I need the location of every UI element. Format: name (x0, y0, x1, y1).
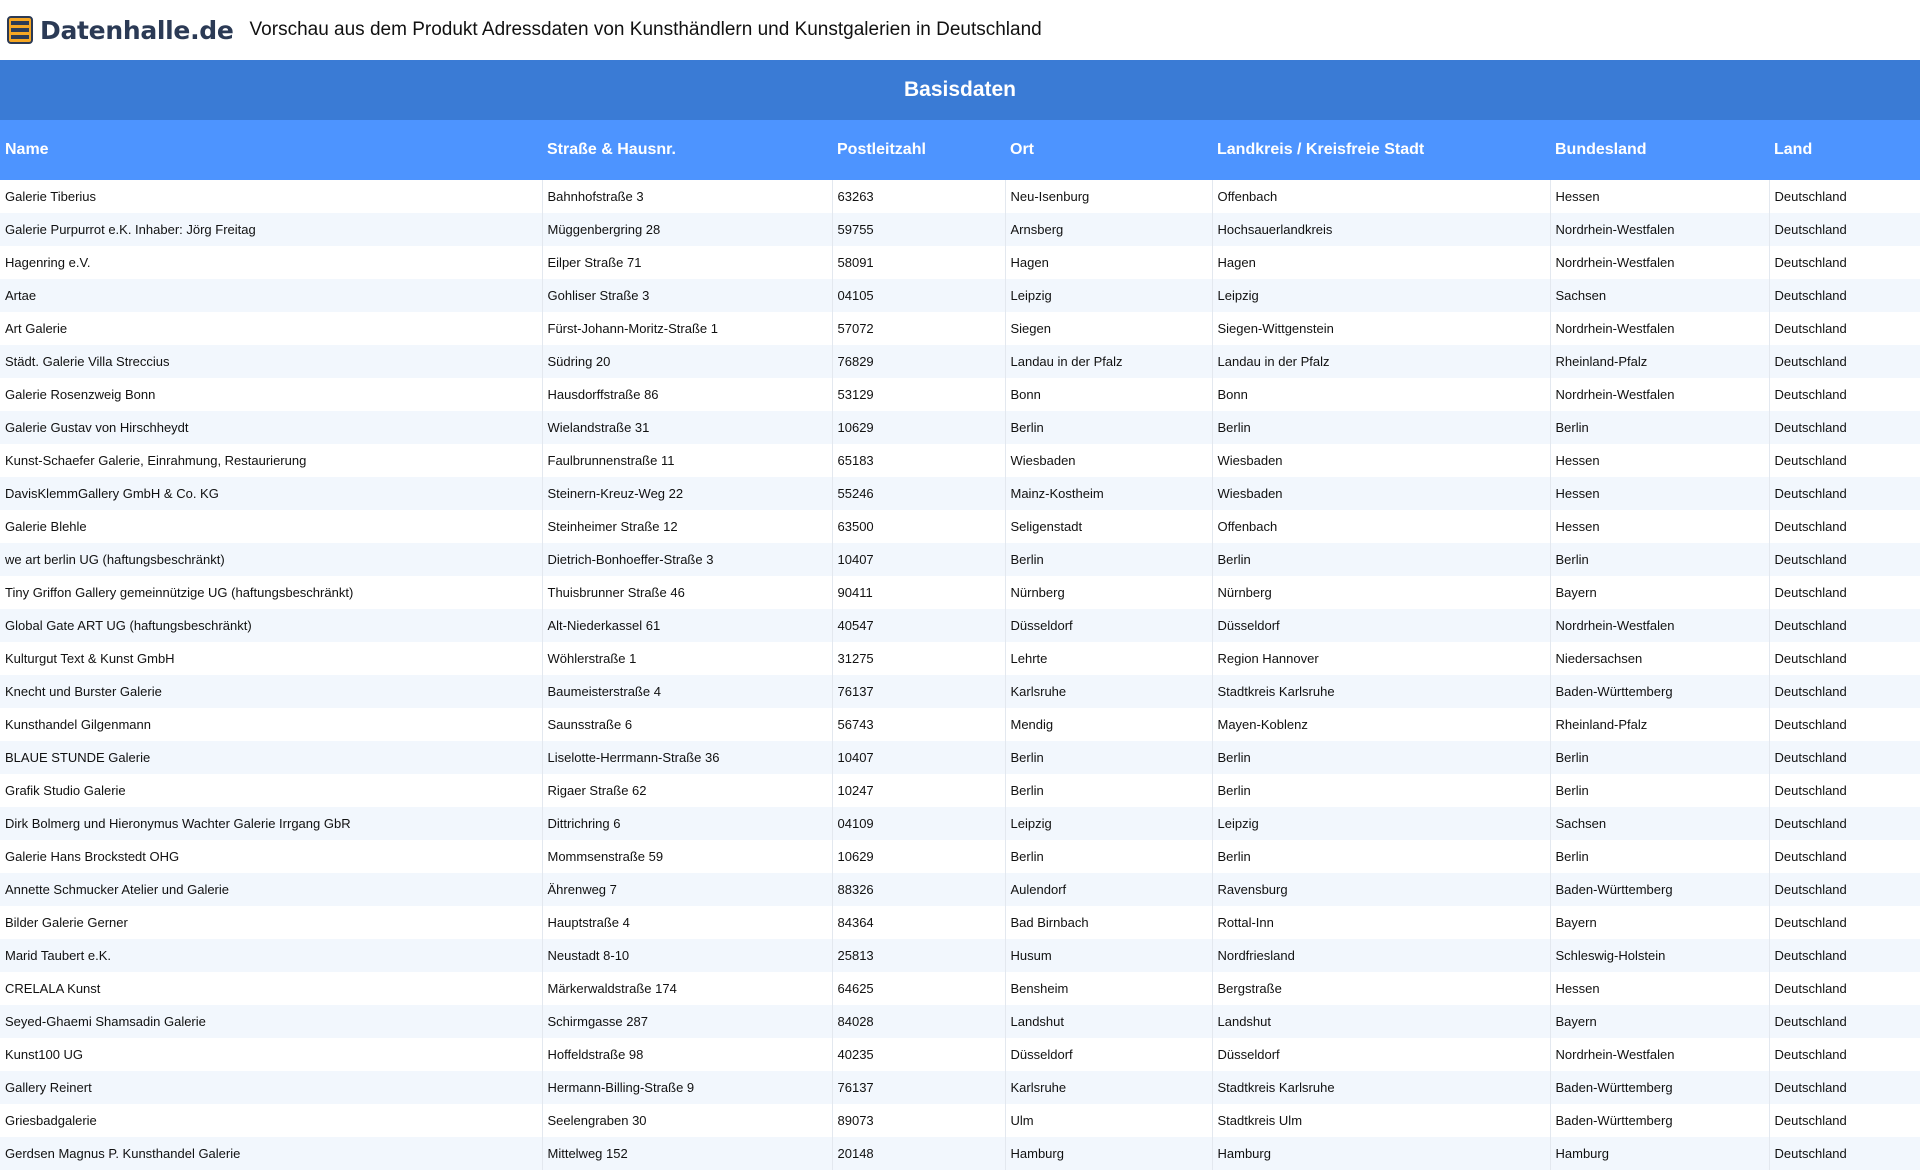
cell-street: Hoffeldstraße 98 (542, 1038, 832, 1071)
logo-text: Datenhalle.de (40, 15, 234, 45)
table-row (0, 642, 1920, 675)
cell-postal-code: 76137 (832, 675, 1005, 708)
cell-name: Artae (0, 279, 542, 312)
cell-district: Berlin (1212, 840, 1550, 873)
cell-state: Hessen (1550, 180, 1769, 213)
cell-name: Galerie Purpurrot e.K. Inhaber: Jörg Freitag (0, 213, 542, 246)
cell-city: Mendig (1005, 708, 1212, 741)
cell-name: Seyed-Ghaemi Shamsadin Galerie (0, 1005, 542, 1038)
cell-state: Nordrhein-Westfalen (1550, 378, 1769, 411)
cell-district: Berlin (1212, 774, 1550, 807)
cell-street: Thuisbrunner Straße 46 (542, 576, 832, 609)
cell-street: Mittelweg 152 (542, 1137, 832, 1170)
column-header-district: Landkreis / Kreisfreie Stadt (1212, 120, 1550, 180)
cell-state: Sachsen (1550, 279, 1769, 312)
cell-street: Südring 20 (542, 345, 832, 378)
cell-street: Hermann-Billing-Straße 9 (542, 1071, 832, 1104)
cell-street: Dietrich-Bonhoeffer-Straße 3 (542, 543, 832, 576)
cell-country: Deutschland (1774, 1047, 1847, 1062)
cell-postal-code: 76137 (832, 1071, 1005, 1104)
cell-state: Hamburg (1550, 1137, 1769, 1170)
logo[interactable] (5, 14, 234, 46)
cell-street: Alt-Niederkassel 61 (542, 609, 832, 642)
cell-district: Berlin (1212, 411, 1550, 444)
cell-district: Berlin (1212, 543, 1550, 576)
cell-street: Bahnhofstraße 3 (542, 180, 832, 213)
cell-postal-code: 76829 (832, 345, 1005, 378)
cell-city: Siegen (1005, 312, 1212, 345)
cell-district: Hagen (1212, 246, 1550, 279)
cell-country: Deutschland (1774, 255, 1847, 270)
cell-district: Stadtkreis Karlsruhe (1212, 1071, 1550, 1104)
cell-postal-code: 10407 (832, 741, 1005, 774)
cell-country: Deutschland (1774, 651, 1847, 666)
top-bar (0, 0, 1920, 60)
cell-city: Düsseldorf (1005, 1038, 1212, 1071)
cell-name: we art berlin UG (haftungsbeschränkt) (0, 543, 542, 576)
cell-city: Berlin (1005, 840, 1212, 873)
cell-postal-code: 10629 (832, 411, 1005, 444)
cell-postal-code: 88326 (832, 873, 1005, 906)
cell-city: Lehrte (1005, 642, 1212, 675)
cell-country: Deutschland (1774, 519, 1847, 534)
cell-street: Baumeisterstraße 4 (542, 675, 832, 708)
cell-street: Neustadt 8-10 (542, 939, 832, 972)
cell-city: Mainz-Kostheim (1005, 477, 1212, 510)
cell-name: Kunst-Schaefer Galerie, Einrahmung, Restaurierung (0, 444, 542, 477)
table-row (0, 906, 1920, 939)
cell-district: Berlin (1212, 741, 1550, 774)
cell-state: Hessen (1550, 510, 1769, 543)
cell-street: Faulbrunnenstraße 11 (542, 444, 832, 477)
cell-district: Landshut (1212, 1005, 1550, 1038)
cell-country: Deutschland (1774, 189, 1847, 204)
cell-country: Deutschland (1774, 1113, 1847, 1128)
cell-name: Hagenring e.V. (0, 246, 542, 279)
table-row (0, 378, 1920, 411)
cell-district: Mayen-Koblenz (1212, 708, 1550, 741)
table-row (0, 1071, 1920, 1104)
cell-city: Bad Birnbach (1005, 906, 1212, 939)
cell-name: Global Gate ART UG (haftungsbeschränkt) (0, 609, 542, 642)
cell-city: Bensheim (1005, 972, 1212, 1005)
cell-country: Deutschland (1774, 1146, 1847, 1161)
cell-city: Landshut (1005, 1005, 1212, 1038)
cell-district: Stadtkreis Ulm (1212, 1104, 1550, 1137)
cell-name: BLAUE STUNDE Galerie (0, 741, 542, 774)
cell-state: Hessen (1550, 444, 1769, 477)
cell-postal-code: 31275 (832, 642, 1005, 675)
table-row (0, 708, 1920, 741)
cell-postal-code: 63500 (832, 510, 1005, 543)
cell-name: Dirk Bolmerg und Hieronymus Wachter Galerie Irrgang GbR (0, 807, 542, 840)
cell-country: Deutschland (1774, 915, 1847, 930)
column-header-city: Ort (1005, 120, 1212, 180)
data-table (0, 120, 1920, 1170)
cell-state: Hessen (1550, 972, 1769, 1005)
cell-city: Nürnberg (1005, 576, 1212, 609)
cell-city: Leipzig (1005, 279, 1212, 312)
cell-postal-code: 04109 (832, 807, 1005, 840)
cell-name: Galerie Blehle (0, 510, 542, 543)
table-row (0, 411, 1920, 444)
cell-country: Deutschland (1774, 387, 1847, 402)
database-logo-icon (5, 14, 37, 46)
cell-state: Bayern (1550, 1005, 1769, 1038)
cell-name: Griesbadgalerie (0, 1104, 542, 1137)
table-row (0, 873, 1920, 906)
cell-postal-code: 64625 (832, 972, 1005, 1005)
cell-name: Knecht und Burster Galerie (0, 675, 542, 708)
cell-state: Nordrhein-Westfalen (1550, 312, 1769, 345)
cell-district: Bergstraße (1212, 972, 1550, 1005)
cell-name: Gallery Reinert (0, 1071, 542, 1104)
cell-street: Rigaer Straße 62 (542, 774, 832, 807)
cell-postal-code: 84364 (832, 906, 1005, 939)
cell-district: Leipzig (1212, 807, 1550, 840)
cell-name: Kunsthandel Gilgenmann (0, 708, 542, 741)
cell-city: Bonn (1005, 378, 1212, 411)
cell-name: Gerdsen Magnus P. Kunsthandel Galerie (0, 1137, 542, 1170)
cell-name: Marid Taubert e.K. (0, 939, 542, 972)
cell-street: Schirmgasse 287 (542, 1005, 832, 1038)
cell-postal-code: 65183 (832, 444, 1005, 477)
cell-city: Berlin (1005, 411, 1212, 444)
cell-district: Landau in der Pfalz (1212, 345, 1550, 378)
table-row (0, 972, 1920, 1005)
cell-district: Wiesbaden (1212, 444, 1550, 477)
cell-postal-code: 58091 (832, 246, 1005, 279)
cell-country: Deutschland (1774, 882, 1847, 897)
cell-district: Hochsauerlandkreis (1212, 213, 1550, 246)
cell-district: Wiesbaden (1212, 477, 1550, 510)
column-header-state: Bundesland (1550, 120, 1769, 180)
cell-district: Leipzig (1212, 279, 1550, 312)
cell-street: Steinheimer Straße 12 (542, 510, 832, 543)
cell-district: Bonn (1212, 378, 1550, 411)
cell-street: Hauptstraße 4 (542, 906, 832, 939)
cell-state: Nordrhein-Westfalen (1550, 213, 1769, 246)
cell-district: Rottal-Inn (1212, 906, 1550, 939)
cell-street: Mommsenstraße 59 (542, 840, 832, 873)
cell-state: Bayern (1550, 576, 1769, 609)
cell-city: Karlsruhe (1005, 1071, 1212, 1104)
cell-state: Baden-Württemberg (1550, 675, 1769, 708)
cell-postal-code: 63263 (832, 180, 1005, 213)
cell-district: Düsseldorf (1212, 609, 1550, 642)
cell-street: Fürst-Johann-Moritz-Straße 1 (542, 312, 832, 345)
cell-city: Leipzig (1005, 807, 1212, 840)
cell-postal-code: 55246 (832, 477, 1005, 510)
cell-name: Kulturgut Text & Kunst GmbH (0, 642, 542, 675)
cell-street: Märkerwaldstraße 174 (542, 972, 832, 1005)
cell-postal-code: 20148 (832, 1137, 1005, 1170)
section-title-basisdaten: Basisdaten (0, 60, 1920, 120)
cell-street: Wielandstraße 31 (542, 411, 832, 444)
cell-name: Art Galerie (0, 312, 542, 345)
cell-postal-code: 10247 (832, 774, 1005, 807)
cell-city: Hagen (1005, 246, 1212, 279)
cell-state: Nordrhein-Westfalen (1550, 246, 1769, 279)
column-header-country: Land (1769, 120, 1920, 180)
cell-street: Liselotte-Herrmann-Straße 36 (542, 741, 832, 774)
cell-city: Husum (1005, 939, 1212, 972)
cell-country: Deutschland (1774, 552, 1847, 567)
cell-state: Nordrhein-Westfalen (1550, 609, 1769, 642)
cell-name: Bilder Galerie Gerner (0, 906, 542, 939)
cell-city: Berlin (1005, 741, 1212, 774)
table-row (0, 741, 1920, 774)
cell-district: Nordfriesland (1212, 939, 1550, 972)
data-table-container (0, 60, 1920, 1170)
cell-name: Städt. Galerie Villa Streccius (0, 345, 542, 378)
cell-name: DavisKlemmGallery GmbH & Co. KG (0, 477, 542, 510)
cell-street: Seelengraben 30 (542, 1104, 832, 1137)
cell-postal-code: 56743 (832, 708, 1005, 741)
cell-district: Stadtkreis Karlsruhe (1212, 675, 1550, 708)
table-row (0, 774, 1920, 807)
cell-state: Bayern (1550, 906, 1769, 939)
cell-state: Baden-Württemberg (1550, 1071, 1769, 1104)
cell-city: Seligenstadt (1005, 510, 1212, 543)
cell-state: Berlin (1550, 840, 1769, 873)
cell-city: Berlin (1005, 543, 1212, 576)
cell-state: Baden-Württemberg (1550, 1104, 1769, 1137)
table-row (0, 1005, 1920, 1038)
cell-country: Deutschland (1774, 288, 1847, 303)
cell-state: Schleswig-Holstein (1550, 939, 1769, 972)
cell-postal-code: 84028 (832, 1005, 1005, 1038)
cell-state: Berlin (1550, 543, 1769, 576)
table-row (0, 807, 1920, 840)
cell-postal-code: 40235 (832, 1038, 1005, 1071)
table-row (0, 345, 1920, 378)
cell-name: Kunst100 UG (0, 1038, 542, 1071)
table-row (0, 444, 1920, 477)
table-row (0, 246, 1920, 279)
cell-name: Galerie Rosenzweig Bonn (0, 378, 542, 411)
cell-country: Deutschland (1774, 849, 1847, 864)
cell-state: Berlin (1550, 774, 1769, 807)
cell-city: Berlin (1005, 774, 1212, 807)
table-header-row (0, 120, 1920, 180)
cell-country: Deutschland (1774, 1014, 1847, 1029)
cell-state: Hessen (1550, 477, 1769, 510)
cell-street: Gohliser Straße 3 (542, 279, 832, 312)
cell-country: Deutschland (1774, 585, 1847, 600)
cell-country: Deutschland (1774, 948, 1847, 963)
cell-country: Deutschland (1774, 321, 1847, 336)
page-title: Vorschau aus dem Produkt Adressdaten von Kunsthändlern und Kunstgalerien in Deutschland (249, 19, 1042, 40)
cell-state: Berlin (1550, 741, 1769, 774)
cell-postal-code: 53129 (832, 378, 1005, 411)
cell-postal-code: 10407 (832, 543, 1005, 576)
cell-postal-code: 25813 (832, 939, 1005, 972)
cell-street: Eilper Straße 71 (542, 246, 832, 279)
cell-street: Wöhlerstraße 1 (542, 642, 832, 675)
cell-name: CRELALA Kunst (0, 972, 542, 1005)
cell-country: Deutschland (1774, 816, 1847, 831)
cell-state: Rheinland-Pfalz (1550, 708, 1769, 741)
table-row (0, 180, 1920, 213)
cell-state: Nordrhein-Westfalen (1550, 1038, 1769, 1071)
table-row (0, 510, 1920, 543)
table-row (0, 1038, 1920, 1071)
cell-country: Deutschland (1774, 750, 1847, 765)
table-row (0, 609, 1920, 642)
table-row (0, 312, 1920, 345)
cell-country: Deutschland (1774, 486, 1847, 501)
cell-country: Deutschland (1774, 354, 1847, 369)
column-header-postal-code: Postleitzahl (832, 120, 1005, 180)
table-row (0, 477, 1920, 510)
cell-district: Ravensburg (1212, 873, 1550, 906)
cell-country: Deutschland (1774, 1080, 1847, 1095)
cell-district: Offenbach (1212, 180, 1550, 213)
cell-country: Deutschland (1774, 618, 1847, 633)
column-header-name: Name (0, 120, 542, 180)
cell-street: Hausdorffstraße 86 (542, 378, 832, 411)
cell-name: Annette Schmucker Atelier und Galerie (0, 873, 542, 906)
cell-street: Steinern-Kreuz-Weg 22 (542, 477, 832, 510)
cell-street: Müggenbergring 28 (542, 213, 832, 246)
cell-city: Hamburg (1005, 1137, 1212, 1170)
cell-country: Deutschland (1774, 783, 1847, 798)
table-row (0, 576, 1920, 609)
cell-street: Saunsstraße 6 (542, 708, 832, 741)
cell-street: Ährenweg 7 (542, 873, 832, 906)
cell-country: Deutschland (1774, 717, 1847, 732)
cell-postal-code: 90411 (832, 576, 1005, 609)
cell-postal-code: 89073 (832, 1104, 1005, 1137)
cell-country: Deutschland (1774, 684, 1847, 699)
cell-name: Galerie Gustav von Hirschheydt (0, 411, 542, 444)
cell-state: Niedersachsen (1550, 642, 1769, 675)
table-row (0, 279, 1920, 312)
column-header-street: Straße & Hausnr. (542, 120, 832, 180)
table-row (0, 840, 1920, 873)
table-row (0, 675, 1920, 708)
cell-district: Siegen-Wittgenstein (1212, 312, 1550, 345)
cell-country: Deutschland (1774, 981, 1847, 996)
cell-city: Aulendorf (1005, 873, 1212, 906)
cell-postal-code: 10629 (832, 840, 1005, 873)
cell-state: Berlin (1550, 411, 1769, 444)
cell-country: Deutschland (1774, 420, 1847, 435)
cell-city: Landau in der Pfalz (1005, 345, 1212, 378)
table-row (0, 939, 1920, 972)
cell-country: Deutschland (1774, 453, 1847, 468)
cell-city: Ulm (1005, 1104, 1212, 1137)
cell-name: Tiny Griffon Gallery gemeinnützige UG (haftungsbeschränkt) (0, 576, 542, 609)
cell-postal-code: 57072 (832, 312, 1005, 345)
cell-district: Nürnberg (1212, 576, 1550, 609)
cell-country: Deutschland (1774, 222, 1847, 237)
cell-state: Sachsen (1550, 807, 1769, 840)
cell-city: Düsseldorf (1005, 609, 1212, 642)
cell-city: Wiesbaden (1005, 444, 1212, 477)
table-row (0, 1104, 1920, 1137)
cell-state: Baden-Württemberg (1550, 873, 1769, 906)
table-row (0, 543, 1920, 576)
cell-district: Düsseldorf (1212, 1038, 1550, 1071)
cell-state: Rheinland-Pfalz (1550, 345, 1769, 378)
cell-street: Dittrichring 6 (542, 807, 832, 840)
cell-city: Karlsruhe (1005, 675, 1212, 708)
table-row (0, 1137, 1920, 1170)
cell-district: Region Hannover (1212, 642, 1550, 675)
cell-city: Neu-Isenburg (1005, 180, 1212, 213)
cell-name: Grafik Studio Galerie (0, 774, 542, 807)
cell-postal-code: 40547 (832, 609, 1005, 642)
table-row (0, 213, 1920, 246)
cell-district: Hamburg (1212, 1137, 1550, 1170)
cell-postal-code: 04105 (832, 279, 1005, 312)
table-body (0, 180, 1920, 1170)
cell-district: Offenbach (1212, 510, 1550, 543)
cell-city: Arnsberg (1005, 213, 1212, 246)
cell-name: Galerie Tiberius (0, 180, 542, 213)
cell-name: Galerie Hans Brockstedt OHG (0, 840, 542, 873)
cell-postal-code: 59755 (832, 213, 1005, 246)
